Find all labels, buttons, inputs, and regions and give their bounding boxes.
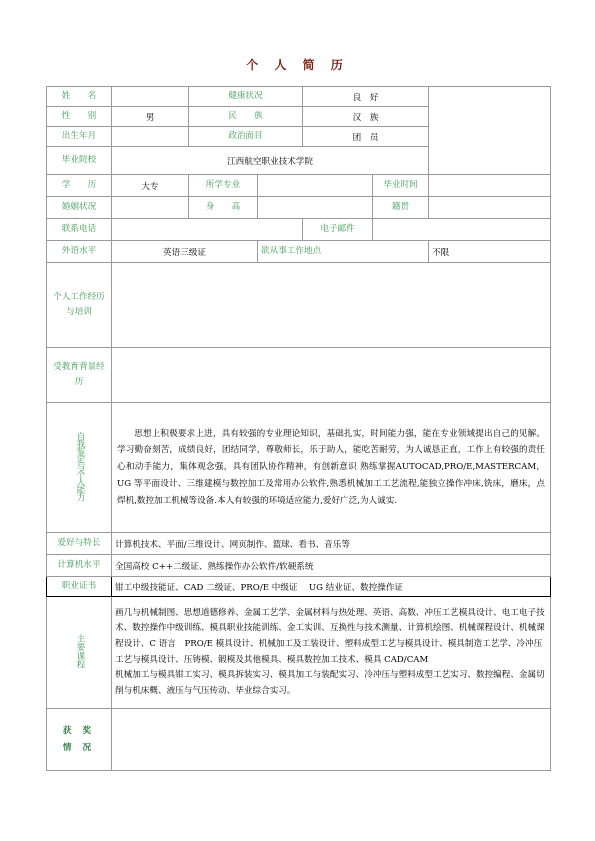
row-education [47,348,551,403]
height-label: 身 高 [189,197,258,219]
hobby-label: 爱好与特长 [47,533,112,555]
birth-label: 出生年月 [47,127,112,147]
ethnicity-value[interactable]: 汉 族 [303,107,429,127]
awards-label-1: 获 奖 [62,726,96,737]
row-certificates [47,577,551,597]
resume-title: 个 人 简 历 [246,58,349,72]
name-label: 姓 名 [47,87,112,107]
courses-cell[interactable] [112,597,551,709]
row-courses [47,597,551,709]
degree-label: 学 历 [47,175,112,197]
row-language [47,241,551,263]
health-label: 健康状况 [189,87,303,107]
courses-label: 主要课程 [74,633,85,669]
awards-label-2: 情 况 [62,742,96,753]
self-assessment-text: 思想上积极要求上进，具有较强的专业理论知识，基础扎实，时间能力强，能在专业领域提出自己的见解。学习勤奋刻苦，成绩良好，团结同学，尊敬师长，乐于助人，能吃苦耐劳，为人诚恳正直，工作上有较强的责任心和动手能力，集体观念强，具有团队协作精神，有创新意识 熟练掌握AUTOCAD,PRO/E,MASTERCAM，UG 等平面设计、三维建模与数控加工及常用办公软件,熟悉机械加工工艺流程,能独立操作冲床,铣床，磨床，点焊机,数控加工机械等设备.本人有较强的环境适应能力,爱好广泛,为人诚实. [117,428,546,506]
computer-label: 计算机水平 [47,555,112,577]
row-hobby [47,533,551,555]
politics-value[interactable]: 团 员 [303,127,429,147]
grad-time-label: 毕业时间 [373,175,429,197]
courses-text-1: 画几与机械制图、思想道德修养、金属工艺学、金属材料与热处理、英语、高数、冲压工艺模具设计、电工电子技术、数控操作中级训练、模具职业技能训练、金工实训、互换性与技术测量、计算机绘图、机械课程设计、机械课程设计、C 语言 PRO/E 模具设计、机械加工及工装设计、塑料成型工艺与模具设计、模具制造工艺学、冷冲压工艺与模具设计、压铸模、锻模及其他模具、模具数控加工技术、模具 CAD/CAM [115,607,545,665]
phone-value[interactable] [112,219,303,241]
row-degree [47,175,551,197]
certificates-text[interactable]: 钳工中级技能证、CAD 二级证、PRO/E 中级证 UG 结业证、数控操作证 [112,577,551,597]
health-value[interactable]: 良 好 [303,87,429,107]
row-awards [47,709,551,771]
certificates-label: 职业证书 [47,577,112,597]
row-self-assessment [47,403,551,533]
school-value[interactable]: 江西航空职业技术学院 [112,147,429,175]
language-value[interactable]: 英语三级证 [112,241,258,263]
origin-label: 籍贯 [373,197,429,219]
major-label: 所学专业 [189,175,258,197]
resume-table [46,86,551,771]
awards-content[interactable] [112,709,551,771]
location-value[interactable]: 不限 [429,241,551,263]
ethnicity-label: 民 族 [189,107,303,127]
hobby-text[interactable]: 计算机技术、平面/三维设计、网页制作、篮球、看书、音乐等 [112,533,551,555]
photo-box [429,87,551,175]
courses-text-2: 机械加工与模具钳工实习、模具拆装实习、模具加工与装配实习、冷冲压与塑料成型工艺实习、数控编程、金属切削与机床概、液压与气压传动、毕业综合实习。 [115,670,545,696]
email-label: 电子邮件 [303,219,373,241]
name-value[interactable] [112,87,189,107]
row-work [47,263,551,348]
gender-value[interactable]: 男 [112,107,189,127]
birth-value[interactable] [112,127,189,147]
politics-label: 政治面目 [189,127,303,147]
row-computer [47,555,551,577]
email-value[interactable] [373,219,551,241]
education-label: 受教育背景经历 [47,348,112,403]
degree-value[interactable]: 大专 [112,175,189,197]
computer-text[interactable]: 全国高校 C++二级证、熟练操作办公软件/软硬系统 [112,555,551,577]
gender-label: 性 别 [47,107,112,127]
education-content[interactable] [112,348,551,403]
language-label: 外语水平 [47,241,112,263]
grad-time-value[interactable] [429,175,551,197]
row-marital [47,197,551,219]
row-phone [47,219,551,241]
major-value[interactable] [258,175,373,197]
location-label: 欲从事工作地点 [258,241,429,263]
row-name [47,87,551,107]
work-label: 个人工作经历与培训 [47,263,112,348]
school-label: 毕业院校 [47,147,112,175]
origin-value[interactable] [429,197,551,219]
height-value[interactable] [258,197,373,219]
self-assessment-label: 自我鉴定与个人能力 [74,431,85,501]
marital-value[interactable] [112,197,189,219]
work-content[interactable] [112,263,551,348]
phone-label: 联系电话 [47,219,112,241]
self-assessment-cell[interactable] [112,403,551,533]
marital-label: 婚姻状况 [47,197,112,219]
